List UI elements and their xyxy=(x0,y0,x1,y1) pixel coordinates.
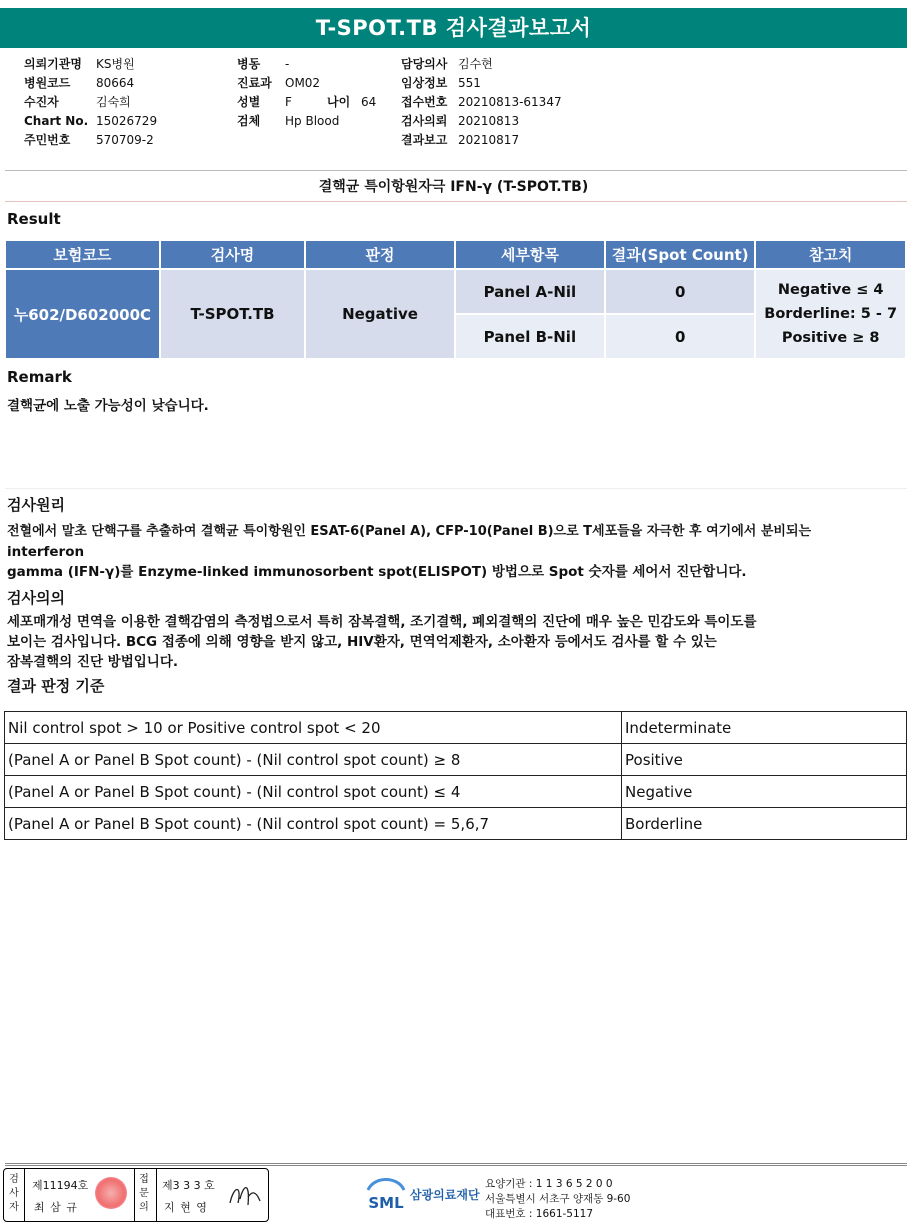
info-row: 검체 Hp Blood xyxy=(237,114,340,128)
report-title: T-SPOT.TB 검사결과보고서 xyxy=(0,8,907,48)
reference-borderline: Borderline: 5 - 7 xyxy=(764,306,898,322)
significance-line: 잠복결핵의 진단 방법입니다. xyxy=(7,654,179,670)
info-row: 주민번호 570709-2 xyxy=(24,133,154,147)
criteria-condition: Nil control spot > 10 or Positive control spot < 20 xyxy=(5,712,622,744)
info-row: Chart No. 15026729 xyxy=(24,114,158,128)
table-row xyxy=(5,808,907,840)
header-test-name: 검사명 xyxy=(161,241,304,268)
logo-text: SML xyxy=(368,1194,404,1212)
test-title: 결핵균 특이항원자극 IFN-γ (T-SPOT.TB) xyxy=(318,179,589,195)
principle-line: gamma (IFN-γ)를 Enzyme-linked immunosorbent spot(ELISPOT) 방법으로 Spot 숫자를 세어서 진단합니다. xyxy=(7,564,747,580)
reference-values xyxy=(756,270,905,358)
stamp-divider xyxy=(134,1169,135,1221)
principle-line: interferon xyxy=(7,544,85,560)
org-line: 대표번호 : 1661-5117 xyxy=(485,1208,594,1220)
approver-name: 지 현 영 xyxy=(164,1201,208,1214)
stamp-divider xyxy=(156,1169,157,1221)
signature-box xyxy=(3,1168,269,1222)
table-row xyxy=(5,776,907,808)
header-judgement: 판정 xyxy=(306,241,453,268)
result-header-row xyxy=(6,241,905,268)
org-info xyxy=(485,1177,630,1222)
info-row: 임상정보 551 xyxy=(401,76,481,90)
remark-text: 결핵균에 노출 가능성이 낮습니다. xyxy=(7,398,209,414)
reference-positive: Positive ≥ 8 xyxy=(781,330,880,346)
sml-logo-icon xyxy=(364,1174,408,1214)
test-name: T-SPOT.TB xyxy=(161,270,304,358)
insurance-code: 누602/D602000C xyxy=(6,270,159,358)
result-table xyxy=(4,239,907,360)
principle-text xyxy=(7,522,902,582)
table-row xyxy=(5,712,907,744)
criteria-condition: (Panel A or Panel B Spot count) - (Nil control spot count) ≥ 8 xyxy=(5,744,622,776)
examiner-label: 검사자 xyxy=(9,1174,19,1213)
examiner-name: 최 삼 규 xyxy=(34,1201,78,1214)
table-row xyxy=(5,744,907,776)
header-insurance-code: 보험코드 xyxy=(6,241,159,268)
principle-heading: 검사원리 xyxy=(7,496,65,514)
result-heading: Result xyxy=(7,210,61,228)
panel-b-item: Panel B-Nil xyxy=(456,315,604,358)
table-row xyxy=(6,270,905,313)
org-line: 서울특별시 서초구 양재동 9-60 xyxy=(485,1193,631,1205)
age-value: 64 xyxy=(361,95,377,109)
header-result: 결과(Spot Count) xyxy=(606,241,754,268)
info-row: 검사의뢰 20210813 xyxy=(401,114,520,128)
seal-icon xyxy=(95,1177,127,1209)
reference-negative: Negative ≤ 4 xyxy=(777,282,884,298)
criteria-result: Negative xyxy=(622,776,907,808)
criteria-heading: 결과 판정 기준 xyxy=(7,677,105,695)
patient-info-col3 xyxy=(401,55,562,150)
panel-a-item: Panel A-Nil xyxy=(456,270,604,313)
patient-info-col2 xyxy=(237,55,376,131)
age-label: 나이 xyxy=(327,95,351,109)
approver-label: 접문의 xyxy=(139,1174,149,1213)
remark-heading: Remark xyxy=(7,368,72,386)
significance-line: 보이는 검사입니다. BCG 접종에 의해 영향을 받지 않고, HIV환자, 면역억제환자, 소아환자 등에서도 검사를 할 수 있는 xyxy=(7,634,717,650)
examiner-no: 제11194호 xyxy=(32,1179,89,1192)
approver-no: 제3 3 3 호 xyxy=(162,1179,215,1192)
info-row: 진료과 OM02 xyxy=(237,76,321,90)
info-row: 의뢰기관명 KS병원 xyxy=(24,57,135,71)
info-row: 결과보고 20210817 xyxy=(401,133,520,147)
criteria-condition: (Panel A or Panel B Spot count) - (Nil control spot count) = 5,6,7 xyxy=(5,808,622,840)
info-row: 병동 - xyxy=(237,57,290,71)
significance-heading: 검사의의 xyxy=(7,589,65,607)
criteria-table xyxy=(4,711,907,840)
criteria-result: Indeterminate xyxy=(622,712,907,744)
criteria-result: Positive xyxy=(622,744,907,776)
significance-text xyxy=(7,612,902,672)
signature-icon xyxy=(226,1179,264,1211)
info-row: 성별 F 나이 64 xyxy=(237,93,376,112)
criteria-condition: (Panel A or Panel B Spot count) - (Nil control spot count) ≤ 4 xyxy=(5,776,622,808)
panel-b-value: 0 xyxy=(606,315,754,358)
info-row: 병원코드 80664 xyxy=(24,76,135,90)
header-reference: 참고치 xyxy=(756,241,905,268)
footer-divider xyxy=(5,1163,907,1166)
org-line: 요양기관 : 1 1 3 6 5 2 0 0 xyxy=(485,1178,613,1190)
patient-info-col1 xyxy=(24,55,157,150)
judgement: Negative xyxy=(306,270,453,358)
info-row: 접수번호 20210813-61347 xyxy=(401,95,562,109)
significance-line: 세포매개성 면역을 이용한 결핵감염의 측정법으로서 특히 잠복결핵, 조기결핵, 폐외결핵의 진단에 매우 높은 민감도와 특이도를 xyxy=(7,614,757,630)
org-name: 삼광의료재단 xyxy=(410,1188,480,1202)
criteria-result: Borderline xyxy=(622,808,907,840)
panel-a-value: 0 xyxy=(606,270,754,313)
info-row: 담당의사 김수현 xyxy=(401,57,493,71)
principle-line: 전혈에서 말초 단핵구를 추출하여 결핵균 특이항원인 ESAT-6(Panel A), CFP-10(Panel B)으로 T세포들을 자극한 후 여기에서 분비되는 xyxy=(7,524,812,539)
info-row: 수진자 김숙희 xyxy=(24,95,131,109)
header-sub-item: 세부항목 xyxy=(456,241,604,268)
stamp-divider xyxy=(24,1169,25,1221)
